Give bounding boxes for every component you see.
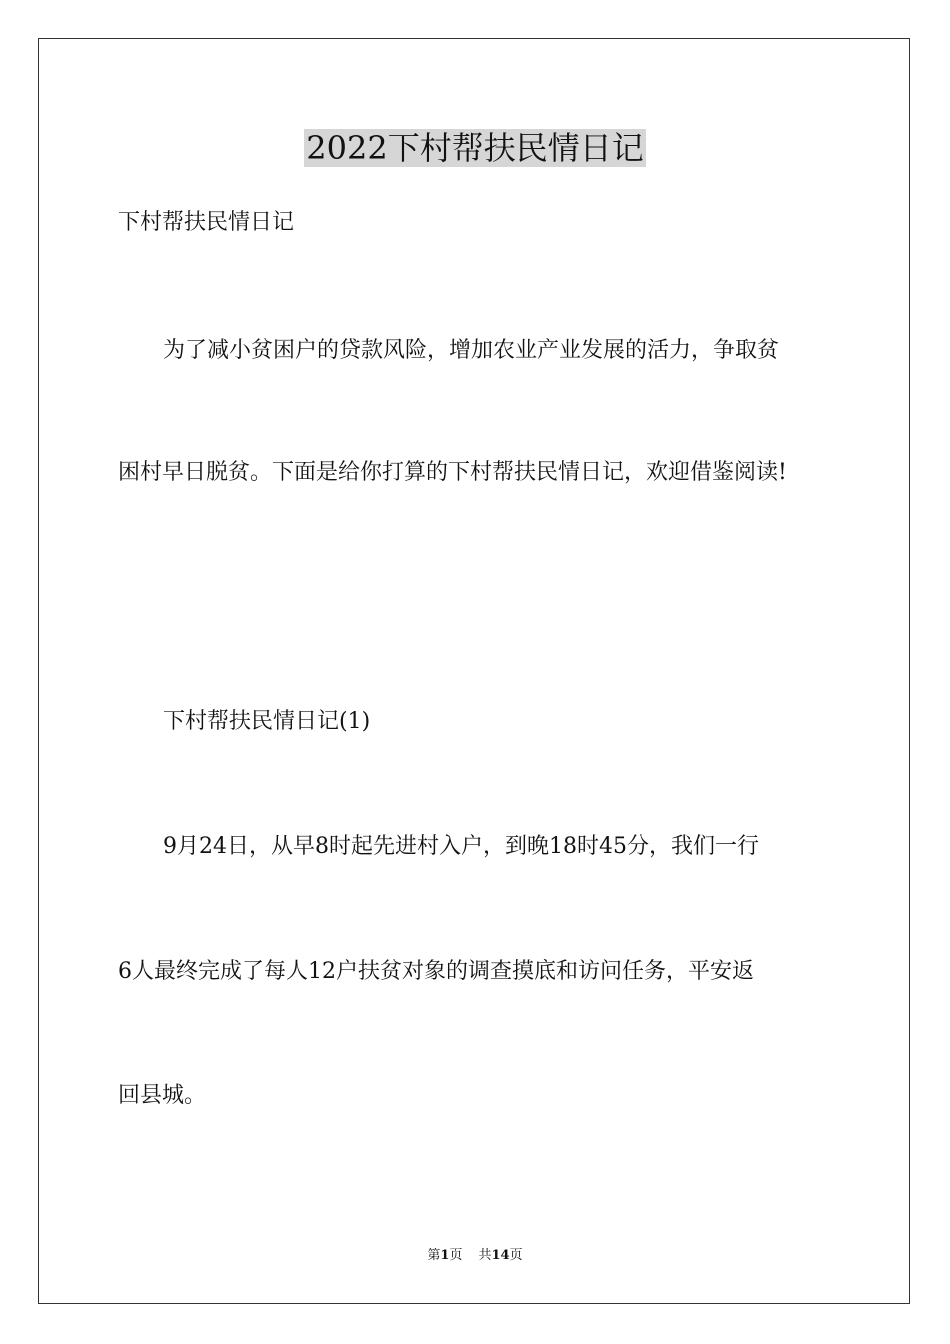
footer-total-prefix: 共 (478, 1248, 492, 1263)
footer-total-pages: 14 (491, 1248, 510, 1263)
document-subtitle: 下村帮扶民情日记 (118, 210, 295, 235)
document-title (0, 126, 950, 170)
intro-line-1: 为了减小贫困户的贷款风险，增加农业产业发展的活力，争取贫 (163, 338, 780, 363)
footer-page-suffix: 页 (449, 1248, 463, 1263)
footer-page-prefix: 第 (427, 1248, 441, 1263)
intro-line-2: 困村早日脱贫。下面是给你打算的下村帮扶民情日记，欢迎借鉴阅读! (118, 460, 787, 485)
document-title-text: 2022下村帮扶民情日记 (306, 129, 644, 167)
section-heading: 下村帮扶民情日记(1) (163, 709, 371, 734)
body-line-2: 6人最终完成了每人12户扶贫对象的调查摸底和访问任务，平安返 (118, 959, 754, 984)
page-footer (0, 1247, 950, 1265)
footer-total-suffix: 页 (509, 1248, 523, 1263)
footer-page-number: 1 (440, 1248, 450, 1263)
body-line-1: 9月24日，从早8时起先进村入户，到晚18时45分，我们一行 (163, 834, 759, 859)
body-line-3: 回县城。 (118, 1083, 207, 1108)
